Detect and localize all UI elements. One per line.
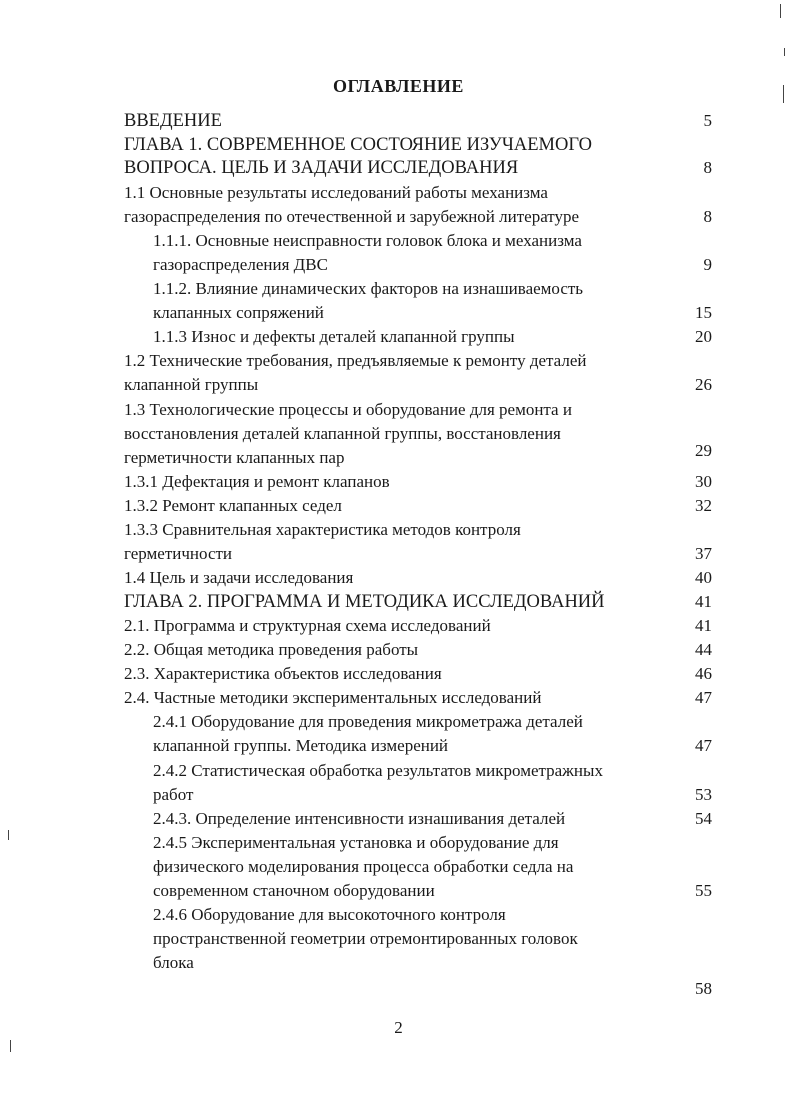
toc-page: 30 [695, 472, 712, 491]
toc-line: работ [153, 785, 194, 804]
toc-page: 29 [695, 441, 712, 460]
toc-line: 2.3. Характеристика объектов исследования [124, 664, 442, 683]
toc-line: 1.2 Технические требования, предъявляемые к ремонту деталей [124, 351, 587, 370]
toc-line: газораспределения ДВС [153, 255, 328, 274]
toc-line: герметичности [124, 544, 233, 563]
toc-line: 1.1.1. Основные неисправности головок блока и механизма [153, 231, 582, 250]
toc-page: 46 [695, 664, 712, 683]
toc-page: 5 [703, 111, 712, 130]
page-number: 2 [394, 1018, 403, 1037]
toc-line: 1.1 Основные результаты исследований работы механизма [124, 183, 548, 202]
toc-line: пространственной геометрии отремонтированных головок [153, 929, 578, 948]
toc-page: 8 [703, 158, 712, 177]
toc-line: 1.3.3 Сравнительная характеристика методов контроля [124, 520, 521, 539]
toc-page: 41 [695, 616, 712, 635]
toc-page: 40 [695, 568, 712, 587]
toc-page: 15 [695, 303, 712, 322]
toc-page: 26 [695, 375, 712, 394]
toc-line: 1.1.3 Износ и дефекты деталей клапанной группы [153, 327, 515, 346]
toc-page: 47 [695, 688, 712, 707]
toc-line: физического моделирования процесса обработки седла на [153, 857, 574, 876]
toc-line: 2.4.6 Оборудование для высокоточного контроля [153, 905, 506, 924]
toc-line: 2.2. Общая методика проведения работы [124, 640, 419, 659]
toc-line: 2.4.3. Определение интенсивности изнашивания деталей [153, 809, 566, 828]
toc-page: 44 [695, 640, 712, 659]
toc-line: 1.4 Цель и задачи исследования [124, 568, 354, 587]
scan-mark [780, 4, 781, 18]
page-title: ОГЛАВЛЕНИЕ [333, 76, 464, 96]
toc-line: газораспределения по отечественной и зарубежной литературе [124, 207, 580, 226]
scan-mark [783, 85, 784, 103]
toc-line: современном станочном оборудовании [153, 881, 435, 900]
toc-page: 9 [703, 255, 712, 274]
toc-page: 58 [695, 979, 712, 998]
toc-line: ВОПРОСА. ЦЕЛЬ И ЗАДАЧИ ИССЛЕДОВАНИЯ [124, 158, 519, 178]
toc-line: 1.3.2 Ремонт клапанных седел [124, 496, 342, 515]
toc-line: 1.1.2. Влияние динамических факторов на изнашиваемость [153, 279, 584, 298]
toc-line: ГЛАВА 1. СОВРЕМЕННОЕ СОСТОЯНИЕ ИЗУЧАЕМОГО [124, 135, 592, 155]
toc-page: 37 [695, 544, 712, 563]
toc-line: 1.3 Технологические процессы и оборудование для ремонта и [124, 400, 572, 419]
toc-page: 41 [695, 592, 712, 611]
toc-line: блока [153, 953, 194, 972]
scan-mark [8, 830, 9, 840]
toc-line: 2.1. Программа и структурная схема исследований [124, 616, 491, 635]
scan-mark [10, 1040, 11, 1052]
toc-page: 47 [695, 736, 712, 755]
toc-line: восстановления деталей клапанной группы, восстановления [124, 424, 561, 443]
toc-page: 8 [703, 207, 712, 226]
toc-line: ГЛАВА 2. ПРОГРАММА И МЕТОДИКА ИССЛЕДОВАНИЙ [124, 592, 605, 612]
toc-line: ВВЕДЕНИЕ [124, 111, 222, 131]
toc-page: 53 [695, 785, 712, 804]
toc-line: 1.3.1 Дефектация и ремонт клапанов [124, 472, 390, 491]
toc-line: клапанной группы. Методика измерений [153, 736, 449, 755]
toc-line: 2.4.2 Статистическая обработка результатов микрометражных [153, 761, 603, 780]
scan-mark [784, 48, 785, 56]
toc-line: герметичности клапанных пар [124, 448, 345, 467]
toc-line: клапанной группы [124, 375, 259, 394]
toc-line: клапанных сопряжений [153, 303, 324, 322]
toc-line: 2.4.5 Экспериментальная установка и оборудование для [153, 833, 559, 852]
toc-line: 2.4.1 Оборудование для проведения микрометража деталей [153, 712, 583, 731]
toc-page: 32 [695, 496, 712, 515]
toc-page: 55 [695, 881, 712, 900]
toc-line: 2.4. Частные методики экспериментальных исследований [124, 688, 542, 707]
toc-page: 54 [695, 809, 712, 828]
toc-page: 20 [695, 327, 712, 346]
